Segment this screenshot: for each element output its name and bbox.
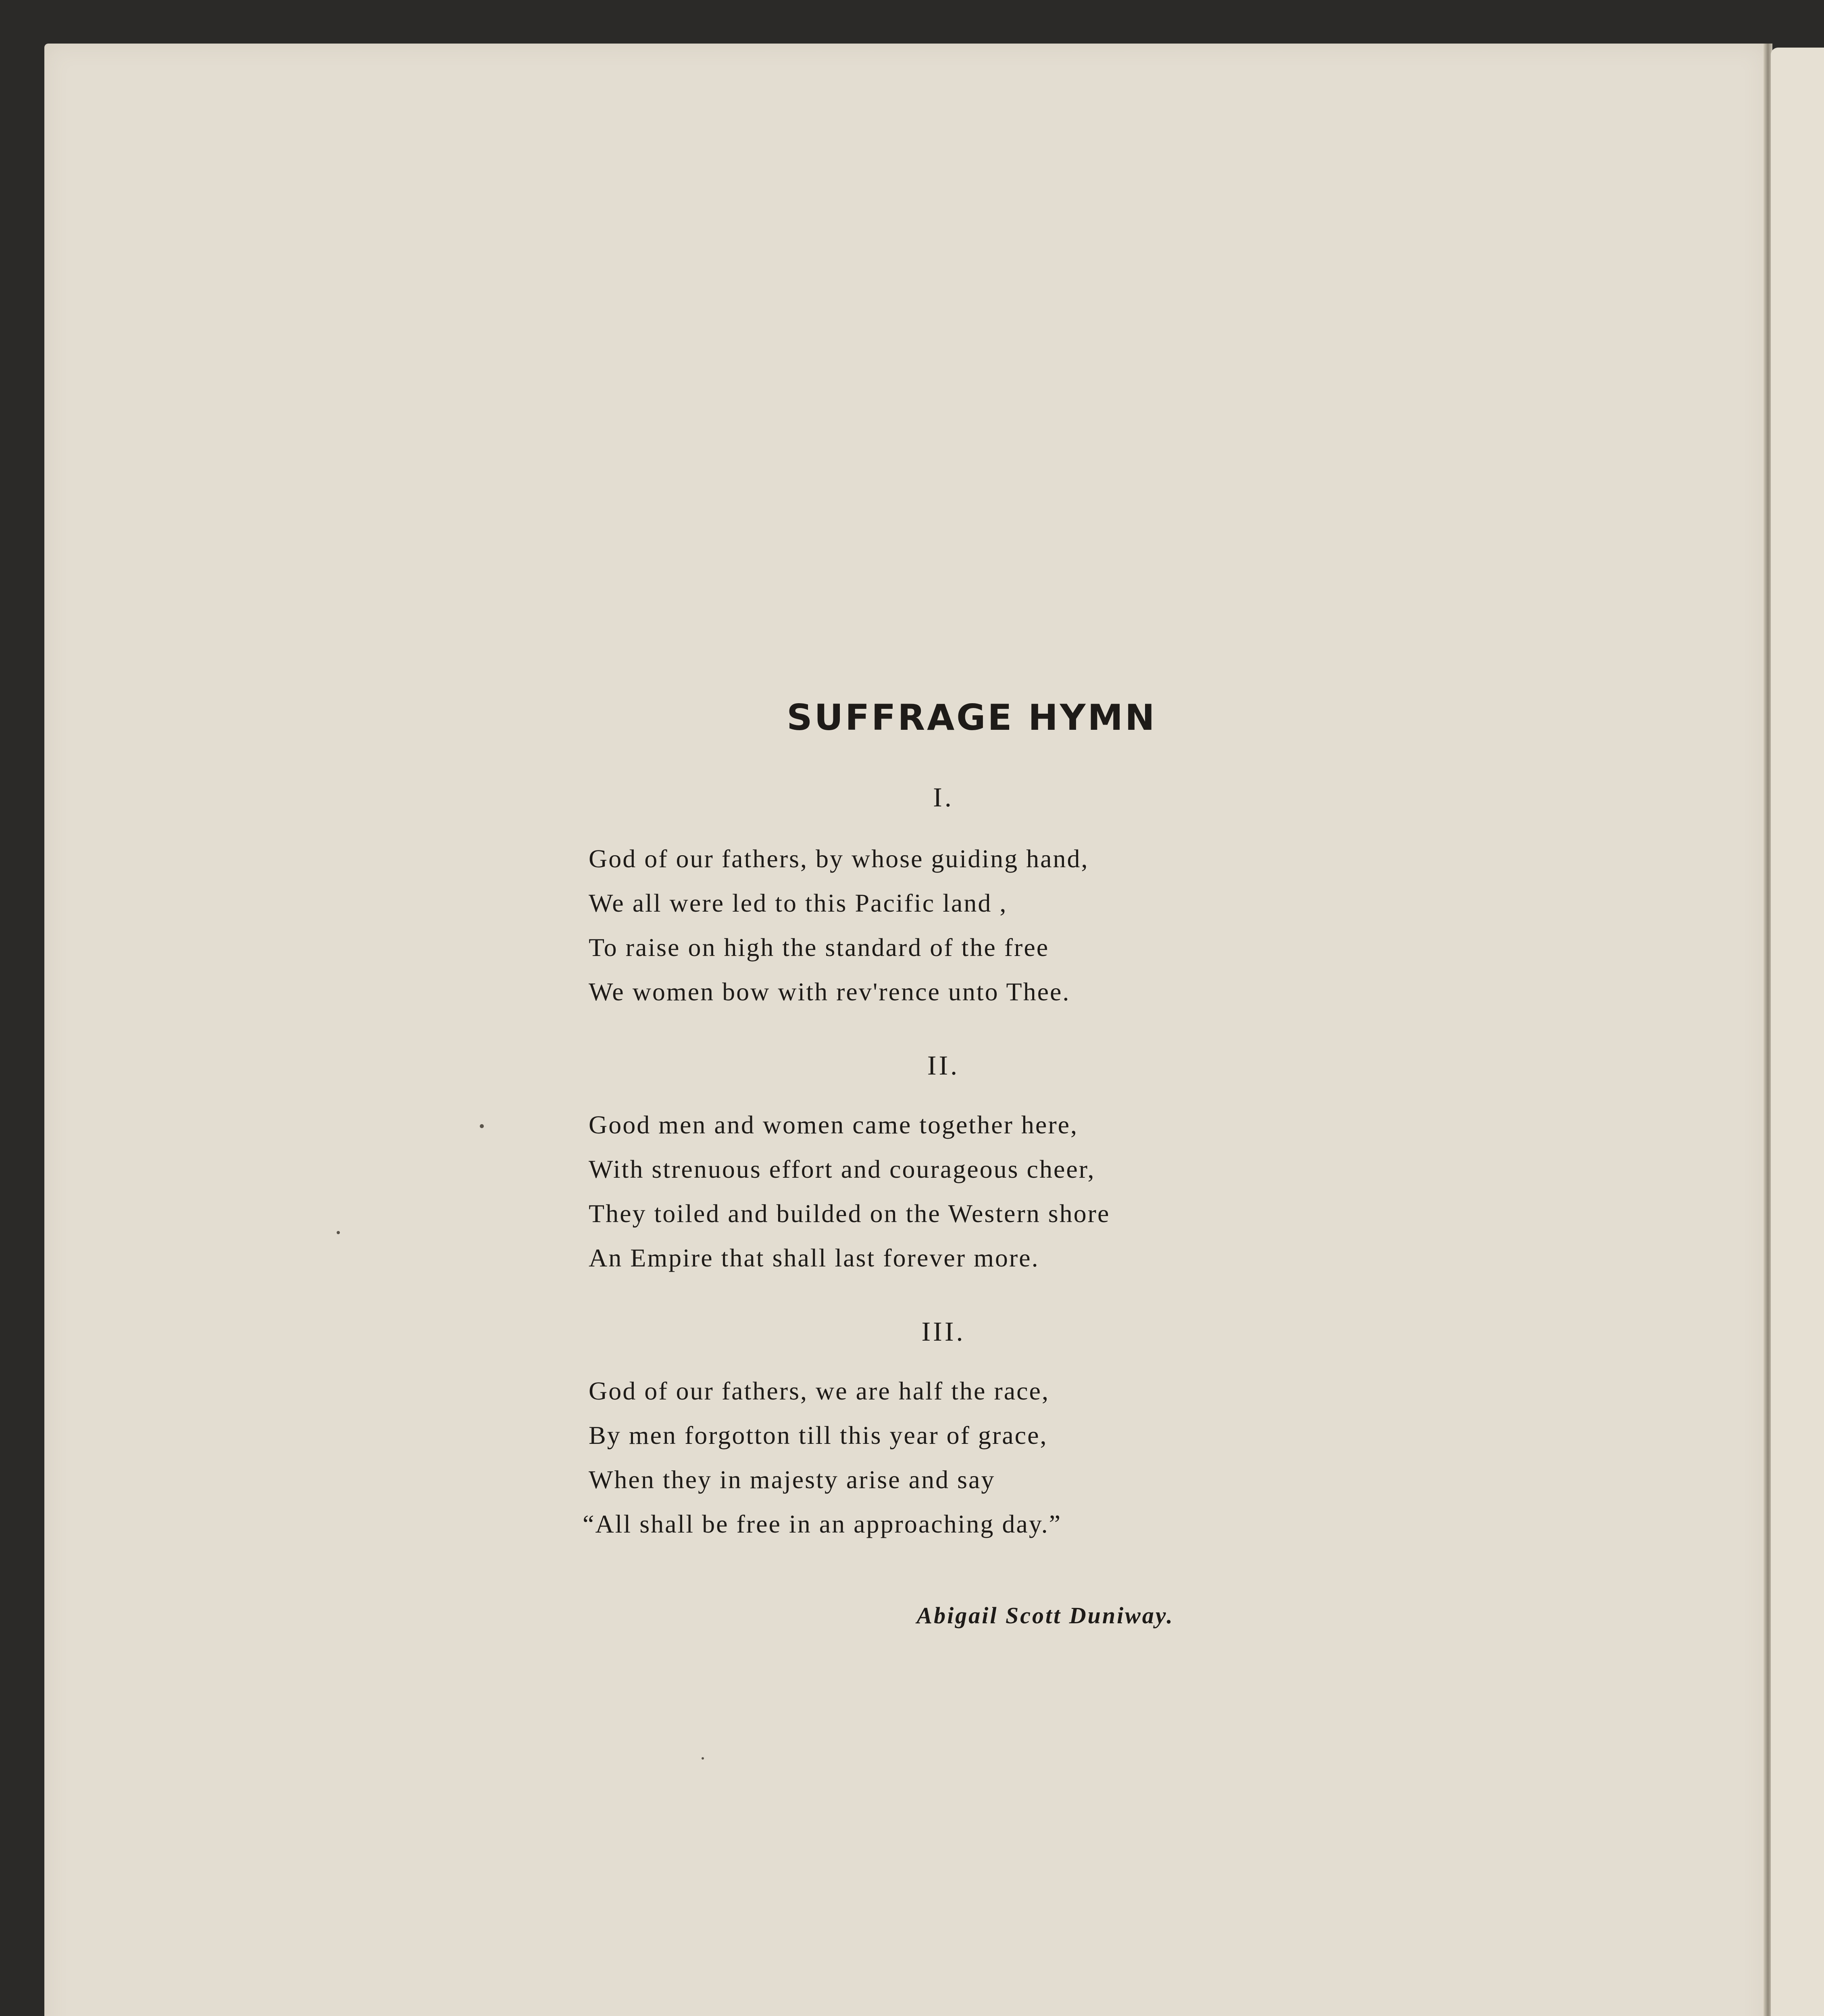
paper-speck [702, 1757, 704, 1760]
stanza-3-line-2: By men forgotton till this year of grace, [589, 1421, 1048, 1450]
author-signature: Abigail Scott Duniway. [916, 1602, 1174, 1629]
stanza-1-line-1: God of our fathers, by whose guiding hand, [589, 844, 1089, 873]
stanza-2-line-3: They toiled and builded on the Western shore [589, 1199, 1110, 1228]
stanza-1-line-3: To raise on high the standard of the free [589, 933, 1049, 962]
paper-speck [480, 1124, 484, 1128]
stanza-3-line-1: God of our fathers, we are half the race, [589, 1377, 1049, 1405]
stanza-2-line-1: Good men and women came together here, [589, 1110, 1079, 1139]
stanza-2-line-4: An Empire that shall last forever more. [589, 1243, 1039, 1272]
stanza-3-line-3: When they in majesty arise and say [589, 1465, 995, 1494]
poem [44, 44, 1767, 2016]
poem-title: SUFFRAGE HYMN [787, 697, 1157, 738]
stanza-1-line-2: We all were led to this Pacific land , [589, 889, 1008, 917]
adjacent-page-edge [1771, 48, 1824, 2016]
stanza-3-numeral: III. [921, 1316, 966, 1347]
stanza-1-numeral: I. [933, 782, 954, 812]
stanza-2-line-2: With strenuous effort and courageous cheer, [589, 1155, 1095, 1183]
stanza-3-line-4: “All shall be free in an approaching day.” [583, 1510, 1062, 1538]
paper-speck [337, 1231, 340, 1234]
document-page [44, 44, 1767, 2016]
stanza-1-line-4: We women bow with rev'rence unto Thee. [589, 977, 1070, 1006]
stanza-2-numeral: II. [927, 1050, 960, 1081]
